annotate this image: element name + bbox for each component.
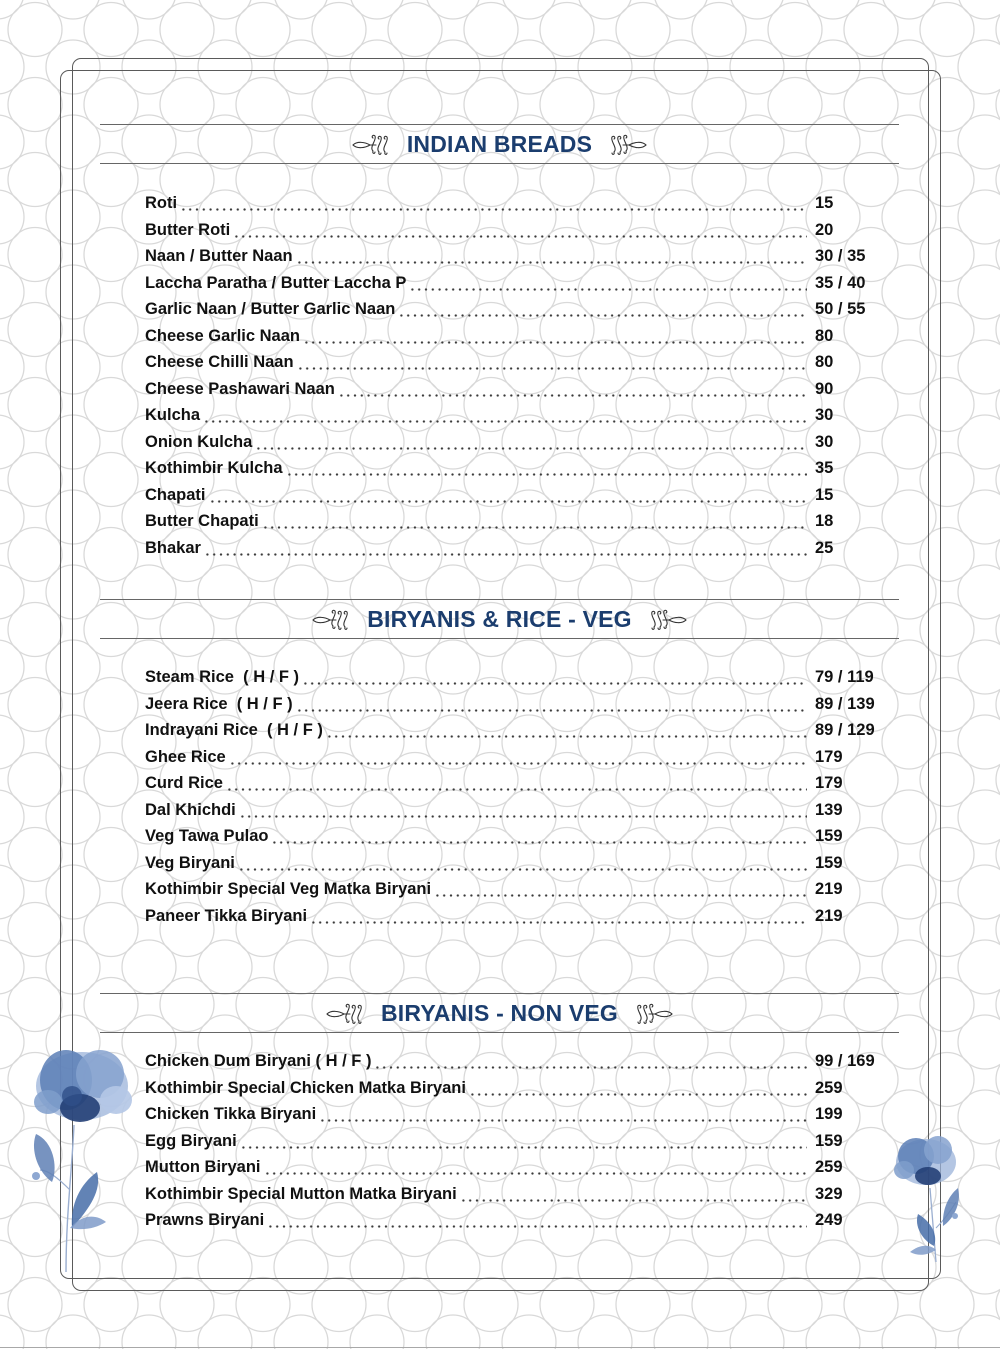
- menu-item: [145, 850, 885, 877]
- dot-leader: [469, 1075, 807, 1102]
- item-name: Chapati: [145, 485, 206, 504]
- item-price: 30: [815, 432, 834, 451]
- menu-item: [145, 664, 885, 691]
- dot-leader: [267, 1207, 807, 1234]
- item-name: Laccha Paratha / Butter Laccha P: [145, 273, 407, 292]
- dot-leader: [209, 482, 807, 509]
- item-price: 179: [815, 774, 843, 792]
- dot-leader: [226, 770, 807, 797]
- item-name: Roti: [145, 194, 178, 212]
- section-header-biryanis-rice-veg: [100, 599, 899, 639]
- flourish-right-icon: [604, 132, 648, 156]
- section-header-indian-breads: [100, 124, 899, 164]
- item-price: 30: [815, 406, 834, 424]
- item-name: Egg Biryani: [145, 1131, 237, 1150]
- item-name: Steam Rice ( H / F ): [145, 668, 300, 686]
- menu-item: [145, 1075, 885, 1102]
- menu-item: [145, 508, 885, 535]
- menu-item: [145, 823, 885, 850]
- item-price: 35: [815, 459, 834, 477]
- dot-leader: [229, 744, 807, 771]
- dot-leader: [240, 1128, 807, 1155]
- item-price: 259: [815, 1158, 843, 1176]
- item-price: 18: [815, 512, 834, 530]
- menu-item: [145, 482, 885, 509]
- item-name: Chicken Tikka Biryani: [145, 1105, 317, 1123]
- dot-leader: [303, 323, 807, 350]
- dot-leader: [180, 190, 807, 217]
- menu-item: [145, 1048, 885, 1075]
- dot-leader: [286, 455, 807, 482]
- item-price: 25: [815, 538, 834, 557]
- flourish-right-icon: [644, 607, 688, 631]
- menu-item: [145, 243, 885, 270]
- item-price: 219: [815, 906, 843, 925]
- item-name: Butter Chapati: [145, 512, 259, 530]
- item-price: 159: [815, 853, 843, 872]
- dot-leader: [326, 717, 807, 744]
- dot-leader: [262, 508, 807, 535]
- item-price: 199: [815, 1105, 843, 1123]
- section-header-biryanis-non-veg: [100, 993, 899, 1033]
- menu-item: [145, 1101, 885, 1128]
- flourish-left-icon: [311, 607, 355, 631]
- menu-item: [145, 770, 885, 797]
- item-price: 90: [815, 379, 834, 398]
- item-price: 329: [815, 1184, 843, 1203]
- menu-item: [145, 1154, 885, 1181]
- item-name: Curd Rice: [145, 774, 223, 792]
- dot-leader: [398, 296, 807, 323]
- menu-item: [145, 376, 885, 403]
- item-name: Kothimbir Kulcha: [145, 459, 283, 477]
- item-list-biryanis-non-veg: [145, 1048, 885, 1234]
- menu-item: [145, 717, 885, 744]
- item-price: 179: [815, 747, 843, 766]
- section-title: BIRYANIS - NON VEG: [380, 999, 619, 1026]
- menu-item: [145, 217, 885, 244]
- item-name: Chicken Dum Biryani ( H / F ): [145, 1052, 372, 1070]
- item-name: Prawns Biryani: [145, 1211, 265, 1229]
- dot-leader: [434, 876, 807, 903]
- item-name: Mutton Biryani: [145, 1158, 261, 1176]
- item-name: Paneer Tikka Biryani: [145, 906, 308, 925]
- item-price: 159: [815, 1131, 843, 1150]
- item-name: Jeera Rice ( H / F ): [145, 694, 293, 713]
- item-price: 89 / 129: [815, 721, 875, 739]
- item-name: Indrayani Rice ( H / F ): [145, 721, 323, 739]
- menu-item: [145, 1181, 885, 1208]
- item-price: 89 / 139: [815, 694, 875, 713]
- item-price: 259: [815, 1078, 843, 1097]
- flourish-left-icon: [351, 132, 395, 156]
- item-name: Onion Kulcha: [145, 432, 253, 451]
- menu-item: [145, 296, 885, 323]
- menu-item: [145, 535, 885, 562]
- menu-item: [145, 797, 885, 824]
- dot-leader: [310, 903, 807, 930]
- menu-item: [145, 744, 885, 771]
- item-name: Garlic Naan / Butter Garlic Naan: [145, 300, 396, 318]
- item-list-indian-breads: [145, 190, 885, 561]
- item-price: 30 / 35: [815, 247, 866, 265]
- dot-leader: [302, 664, 807, 691]
- item-name: Butter Roti: [145, 220, 231, 239]
- dot-leader: [271, 823, 807, 850]
- dot-leader: [296, 243, 807, 270]
- menu-item: [145, 270, 885, 297]
- item-name: Cheese Garlic Naan: [145, 326, 300, 345]
- dot-leader: [233, 217, 807, 244]
- dot-leader: [409, 270, 807, 297]
- item-price: 79 / 119: [815, 668, 874, 686]
- section-title: INDIAN BREADS: [406, 130, 593, 157]
- item-name: Cheese Pashawari Naan: [145, 379, 335, 398]
- menu-item: [145, 429, 885, 456]
- menu-item: [145, 190, 885, 217]
- item-name: Cheese Chilli Naan: [145, 353, 294, 371]
- menu-item: [145, 1207, 885, 1234]
- section-title: BIRYANIS & RICE - VEG: [367, 605, 632, 632]
- item-name: Bhakar: [145, 538, 201, 557]
- dot-leader: [374, 1048, 807, 1075]
- item-price: 80: [815, 326, 834, 345]
- item-name: Ghee Rice: [145, 747, 226, 766]
- dot-leader: [460, 1181, 807, 1208]
- item-name: Naan / Butter Naan: [145, 247, 293, 265]
- item-price: 139: [815, 800, 843, 819]
- menu-item: [145, 1128, 885, 1155]
- menu-item: [145, 402, 885, 429]
- menu-item: [145, 876, 885, 903]
- item-name: Veg Tawa Pulao: [145, 827, 269, 845]
- menu-item: [145, 349, 885, 376]
- dot-leader: [238, 850, 807, 877]
- dot-leader: [264, 1154, 808, 1181]
- page-bottom-edge: [0, 1347, 1000, 1348]
- menu-item: [145, 691, 885, 718]
- dot-leader: [319, 1101, 807, 1128]
- dot-leader: [204, 535, 807, 562]
- dot-leader: [338, 376, 807, 403]
- flourish-right-icon: [630, 1001, 674, 1025]
- item-price: 20: [815, 220, 834, 239]
- item-name: Kulcha: [145, 406, 201, 424]
- item-name: Kothimbir Special Mutton Matka Biryani: [145, 1184, 457, 1203]
- item-list-biryanis-rice-veg: [145, 664, 885, 929]
- dot-leader: [296, 691, 807, 718]
- dot-leader: [203, 402, 807, 429]
- item-price: 35 / 40: [815, 273, 866, 292]
- item-price: 159: [815, 827, 843, 845]
- dot-leader: [239, 797, 807, 824]
- menu-item: [145, 455, 885, 482]
- item-price: 80: [815, 353, 834, 371]
- item-name: Kothimbir Special Veg Matka Biryani: [145, 880, 432, 898]
- menu-item: [145, 903, 885, 930]
- item-name: Kothimbir Special Chicken Matka Biryani: [145, 1078, 466, 1097]
- menu-item: [145, 323, 885, 350]
- item-price: 50 / 55: [815, 300, 866, 318]
- dot-leader: [297, 349, 807, 376]
- item-price: 15: [815, 194, 834, 212]
- item-name: Veg Biryani: [145, 853, 235, 872]
- item-price: 15: [815, 485, 834, 504]
- item-name: Dal Khichdi: [145, 800, 236, 819]
- dot-leader: [255, 429, 807, 456]
- item-price: 99 / 169: [815, 1052, 875, 1070]
- item-price: 219: [815, 880, 843, 898]
- item-price: 249: [815, 1211, 843, 1229]
- flourish-left-icon: [325, 1001, 369, 1025]
